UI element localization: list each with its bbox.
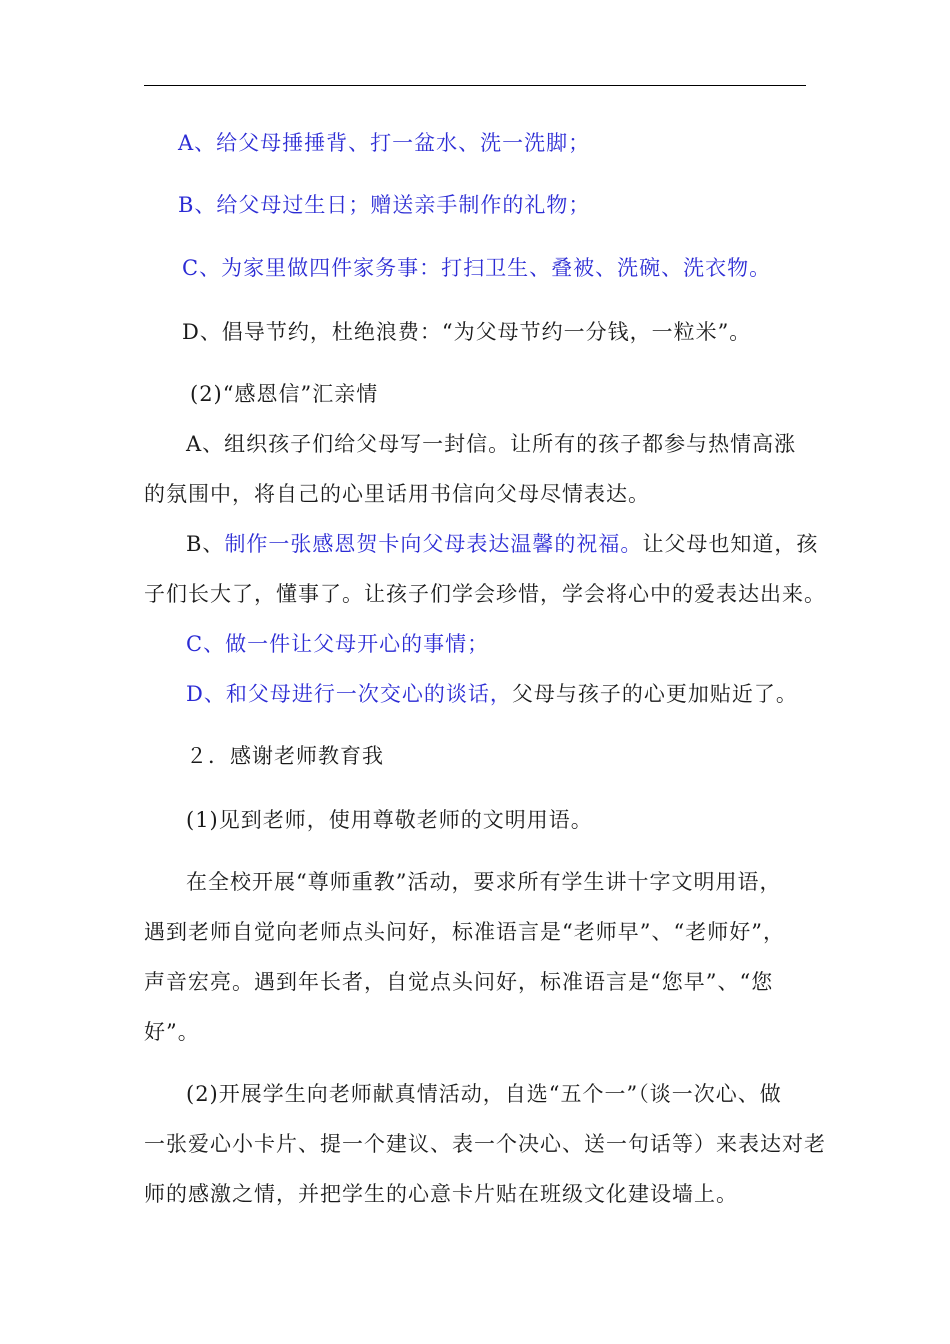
letter-d-rest: 父母与孩子的心更加贴近了。 xyxy=(511,682,798,706)
letter-a-line2: 的氛围中，将自己的心里话用书信向父母尽情表达。 xyxy=(144,482,650,506)
letter-b-rest: 让父母也知道，孩 xyxy=(642,532,819,556)
letter-a-line1: A、组织孩子们给父母写一封信。让所有的孩子都参与热情高涨 xyxy=(186,432,797,456)
activity-c1-highlight: 打扫卫生、叠被、洗碗、洗衣物。 xyxy=(441,256,772,280)
section-2-item1: (1)见到老师，使用尊敬老师的文明用语。 xyxy=(186,808,593,832)
activity-a1: A、给父母捶捶背、打一盆水、洗一洗脚； xyxy=(178,131,591,155)
section-heading-2: (2)“感恩信”汇亲情 xyxy=(190,382,379,406)
activity-b1: B、给父母过生日；赠送亲手制作的礼物； xyxy=(178,193,591,217)
letter-b-line2: 子们长大了，懂事了。让孩子们学会珍惜，学会将心中的爱表达出来。 xyxy=(144,582,826,606)
activity-d1: D、倡导节约，杜绝浪费：“为父母节约一分钱，一粒米”。 xyxy=(182,320,752,344)
activity-c1-prefix: C、为家里做四件家务事： xyxy=(182,256,442,280)
activity-c1 xyxy=(182,254,771,282)
letter-c: C、做一件让父母开心的事情； xyxy=(186,632,490,656)
section-2-heading: ２．感谢老师教育我 xyxy=(186,744,384,768)
letter-b-prefix: B、 xyxy=(186,532,225,556)
letter-d xyxy=(186,680,798,708)
letter-b-line1 xyxy=(186,530,818,558)
para1-line1: 在全校开展“尊师重教”活动，要求所有学生讲十字文明用语， xyxy=(186,870,782,894)
para1-line3: 声音宏亮。遇到年长者，自觉点头问好，标准语言是“您早”、“您 xyxy=(144,970,774,994)
letter-d-highlight: D、和父母进行一次交心的谈话， xyxy=(186,682,512,706)
para2-line1: (2)开展学生向老师献真情活动，自选“五个一”（谈一次心、做 xyxy=(186,1082,782,1106)
para1-line4: 好”。 xyxy=(144,1020,200,1044)
letter-b-highlight: 制作一张感恩贺卡向父母表达温馨的祝福。 xyxy=(224,532,643,556)
para2-line3: 师的感激之情，并把学生的心意卡片贴在班级文化建设墙上。 xyxy=(144,1182,738,1206)
para2-line2: 一张爱心小卡片、提一个建议、表一个决心、送一句话等）来表达对老 xyxy=(144,1132,826,1156)
para1-line2: 遇到老师自觉向老师点头问好，标准语言是“老师早”、“老师好”， xyxy=(144,920,785,944)
header-rule xyxy=(144,85,806,86)
